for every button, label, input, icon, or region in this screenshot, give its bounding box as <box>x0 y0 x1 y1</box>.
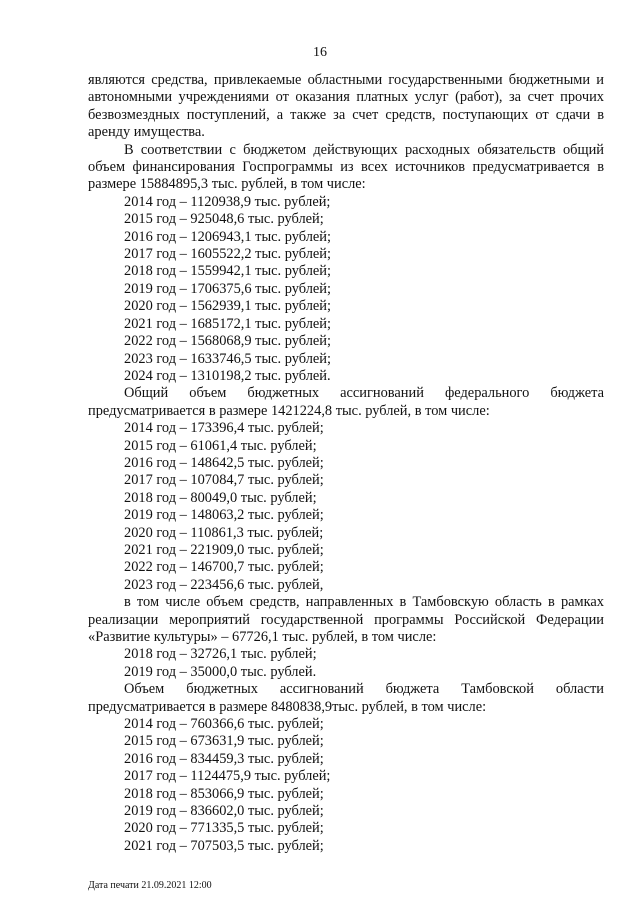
list-item: 2016 год – 1206943,1 тыс. рублей; <box>124 228 331 245</box>
list-item: 2022 год – 1568068,9 тыс. рублей; <box>124 333 331 350</box>
list-item: 2016 год – 148642,5 тыс. рублей; <box>124 454 324 471</box>
paragraph-total-funding: В соответствии с бюджетом действующих расходных обязательств общий объем финансирования Госпрограммы из всех источников предусматривается в размере 15884895,3 тыс. рублей, в том числе: <box>88 141 604 193</box>
list-item: 2020 год – 110861,3 тыс. рублей; <box>124 524 324 541</box>
paragraph-funding-sources: являются средства, привлекаемые областными государственными бюджетными и автономными учреждениями от оказания платных услуг (работ), за счет прочих безвозмездных поступлений, а также за счет средств, поступающих от сдачи в аренду имущества. <box>88 72 604 141</box>
list-item: 2022 год – 146700,7 тыс. рублей; <box>124 559 324 576</box>
list-item: 2016 год – 834459,3 тыс. рублей; <box>124 750 324 767</box>
list-item: 2014 год – 760366,6 тыс. рублей; <box>124 716 324 733</box>
list-culture-program-by-year <box>88 646 604 681</box>
list-item: 2023 год – 1633746,5 тыс. рублей; <box>124 350 331 367</box>
paragraph-federal-budget: Общий объем бюджетных ассигнований федерального бюджета предусматривается в размере 1421224,8 тыс. рублей, в том числе: <box>88 385 604 419</box>
list-total-by-year <box>88 194 604 385</box>
list-item: 2021 год – 707503,5 тыс. рублей; <box>124 837 324 854</box>
document-body <box>88 72 604 855</box>
list-item: 2017 год – 107084,7 тыс. рублей; <box>124 472 324 489</box>
list-regional-by-year <box>88 716 604 855</box>
list-item: 2015 год – 61061,4 тыс. рублей; <box>124 437 317 454</box>
list-item: 2021 год – 1685172,1 тыс. рублей; <box>124 315 331 332</box>
list-item: 2024 год – 1310198,2 тыс. рублей. <box>124 367 331 384</box>
list-item: 2023 год – 223456,6 тыс. рублей, <box>124 576 324 593</box>
list-item: 2014 год – 1120938,9 тыс. рублей; <box>124 193 331 210</box>
list-federal-by-year <box>88 420 604 594</box>
list-item: 2020 год – 1562939,1 тыс. рублей; <box>124 298 331 315</box>
paragraph-culture-program: в том числе объем средств, направленных в Тамбовскую область в рамках реализации мероприятий государственной программы Российской Федерации «Развитие культуры» – 67726,1 тыс. рублей, в том числе: <box>88 594 604 645</box>
list-item: 2018 год – 853066,9 тыс. рублей; <box>124 785 324 802</box>
paragraph-regional-budget: Объем бюджетных ассигнований бюджета Тамбовской области предусматривается в размере 8480838,9тыс. рублей, в том числе: <box>88 681 604 715</box>
list-item: 2015 год – 673631,9 тыс. рублей; <box>124 733 324 750</box>
list-item: 2019 год – 35000,0 тыс. рублей. <box>124 663 317 680</box>
list-item: 2018 год – 80049,0 тыс. рублей; <box>124 489 317 506</box>
list-item: 2019 год – 148063,2 тыс. рублей; <box>124 507 324 524</box>
list-item: 2017 год – 1605522,2 тыс. рублей; <box>124 246 331 263</box>
list-item: 2019 год – 1706375,6 тыс. рублей; <box>124 280 331 297</box>
list-item: 2017 год – 1124475,9 тыс. рублей; <box>124 768 331 785</box>
list-item: 2019 год – 836602,0 тыс. рублей; <box>124 803 324 820</box>
list-item: 2015 год – 925048,6 тыс. рублей; <box>124 211 324 228</box>
page-number: 16 <box>313 45 327 60</box>
list-item: 2021 год – 221909,0 тыс. рублей; <box>124 541 324 558</box>
print-date-footer: Дата печати 21.09.2021 12:00 <box>88 880 212 891</box>
list-item: 2020 год – 771335,5 тыс. рублей; <box>124 820 324 837</box>
list-item: 2018 год – 1559942,1 тыс. рублей; <box>124 263 331 280</box>
list-item: 2018 год – 32726,1 тыс. рублей; <box>124 646 317 663</box>
list-item: 2014 год – 173396,4 тыс. рублей; <box>124 420 324 437</box>
